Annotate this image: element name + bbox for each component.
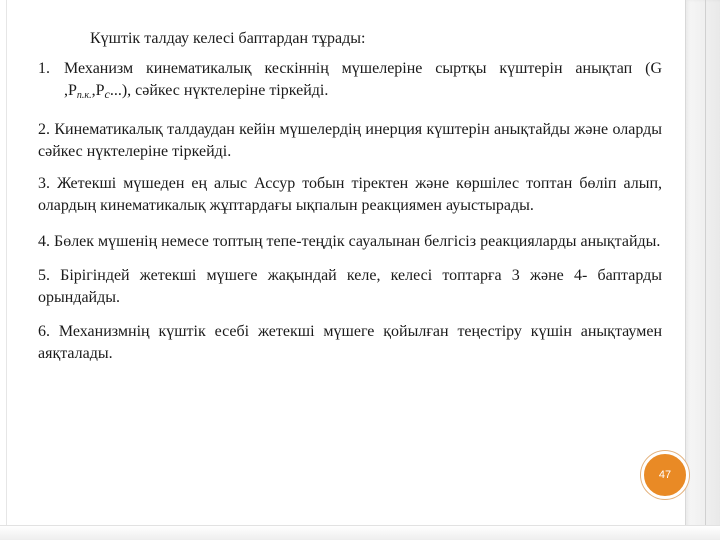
subscript-c: c xyxy=(104,87,110,101)
list-item-5: 5. Бірігіндей жетекші мүшеге жақындай келе, келесі топтарға 3 және 4- баптарды орындайды. xyxy=(38,267,662,306)
page-number-badge xyxy=(641,451,689,499)
subscript-pk: п.к. xyxy=(76,90,92,101)
slide-heading: Күштік талдау келесі баптардан тұрады: xyxy=(90,30,366,47)
list-item-3: 3. Жетекші мүшеден ең алыс Ассур тобын тіректен және көршілес топтан бөліп алып, олардың кинематикалық жұптардағы ықпалын реакциямен ауыстырады. xyxy=(38,175,662,214)
list-item-1 xyxy=(38,58,662,107)
list-item-1-text-after: ...), сәйкес нүктелеріне тіркейді. xyxy=(109,82,329,99)
list-item-1-text xyxy=(64,58,662,107)
list-item-1-text-before: Механизм кинематикалық кескіннің мүшелеріне сыртқы күштерін анықтап (G ,P xyxy=(64,60,662,99)
frame-right-inner-line xyxy=(705,0,706,540)
list-item-2: 2. Кинематикалық талдаудан кейін мүшелердің инерция күштерін анықтайды және оларды сәйкес нүктелеріне тіркейді. xyxy=(38,121,662,160)
slide-content xyxy=(38,28,662,365)
frame-right-border xyxy=(685,0,720,540)
frame-left-line xyxy=(6,0,7,540)
list-item-1-text-mid: ,P xyxy=(91,82,105,99)
list-item-6: 6. Механизмнің күштік есебі жетекші мүшеге қойылған теңестіру күшін анықтаумен аяқталады. xyxy=(38,323,662,362)
page-number: 47 xyxy=(658,469,672,481)
list-item-1-number: 1. xyxy=(38,60,50,77)
frame-bottom-border xyxy=(0,525,720,540)
list-item-4: 4. Бөлек мүшенің немесе топтың тепе-теңдік сауалынан белгісіз реакцияларды анықтайды. xyxy=(38,233,661,250)
